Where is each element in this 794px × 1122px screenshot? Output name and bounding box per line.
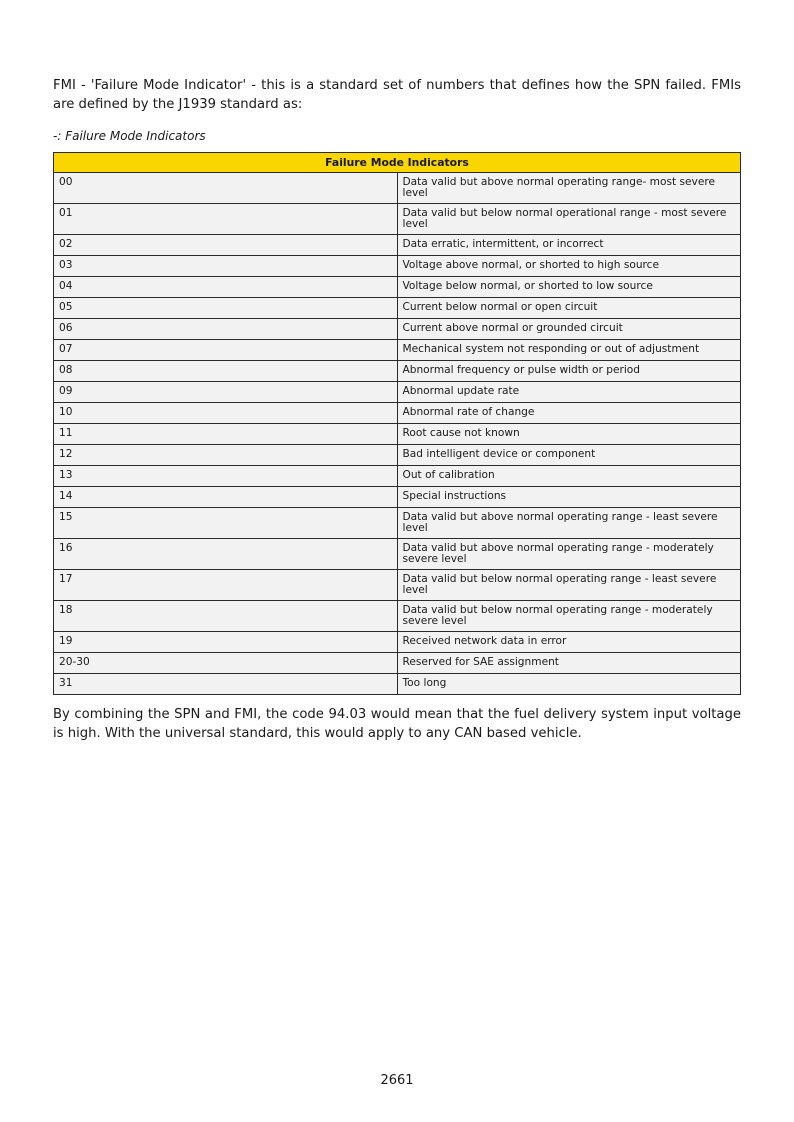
table-header-row — [54, 153, 741, 173]
table-row — [54, 424, 741, 445]
fmi-code: 00 — [54, 173, 398, 204]
page-number: 2661 — [380, 1073, 414, 1088]
fmi-description: Current below normal or open circuit — [397, 298, 741, 319]
fmi-code: 04 — [54, 277, 398, 298]
table-row — [54, 466, 741, 487]
fmi-description: Root cause not known — [397, 424, 741, 445]
intro-paragraph: FMI - 'Failure Mode Indicator' - this is a standard set of numbers that defines how the SPN failed. FMIs are defined by the J1939 standard as: — [53, 78, 741, 112]
fmi-description: Voltage above normal, or shorted to high source — [397, 256, 741, 277]
fmi-description: Voltage below normal, or shorted to low source — [397, 277, 741, 298]
table-row — [54, 277, 741, 298]
fmi-description: Data valid but below normal operating range - moderately severe level — [397, 601, 741, 632]
fmi-description: Received network data in error — [397, 632, 741, 653]
fmi-description: Abnormal frequency or pulse width or period — [397, 361, 741, 382]
fmi-code: 17 — [54, 570, 398, 601]
fmi-code: 06 — [54, 319, 398, 340]
table-row — [54, 382, 741, 403]
fmi-description: Data valid but below normal operating range - least severe level — [397, 570, 741, 601]
table-row — [54, 256, 741, 277]
table-row — [54, 601, 741, 632]
fmi-description: Out of calibration — [397, 466, 741, 487]
outro-paragraph: By combining the SPN and FMI, the code 94.03 would mean that the fuel delivery system input voltage is high. With the universal standard, this would apply to any CAN based vehicle. — [53, 707, 741, 741]
fmi-description: Mechanical system not responding or out of adjustment — [397, 340, 741, 361]
fmi-code: 31 — [54, 674, 398, 695]
table-row — [54, 632, 741, 653]
table-row — [54, 508, 741, 539]
fmi-code: 07 — [54, 340, 398, 361]
fmi-code: 16 — [54, 539, 398, 570]
fmi-description: Reserved for SAE assignment — [397, 653, 741, 674]
table-row — [54, 173, 741, 204]
table-row — [54, 298, 741, 319]
fmi-code: 20-30 — [54, 653, 398, 674]
fmi-description: Bad intelligent device or component — [397, 445, 741, 466]
fmi-description: Special instructions — [397, 487, 741, 508]
table-row — [54, 570, 741, 601]
table-caption: -: Failure Mode Indicators — [53, 129, 206, 143]
fmi-code: 19 — [54, 632, 398, 653]
fmi-code: 13 — [54, 466, 398, 487]
table-row — [54, 674, 741, 695]
table-row — [54, 539, 741, 570]
table-row — [54, 487, 741, 508]
table-row — [54, 653, 741, 674]
table-row — [54, 340, 741, 361]
table-row — [54, 204, 741, 235]
fmi-code: 12 — [54, 445, 398, 466]
fmi-code: 09 — [54, 382, 398, 403]
fmi-description: Too long — [397, 674, 741, 695]
table-row — [54, 235, 741, 256]
fmi-description: Current above normal or grounded circuit — [397, 319, 741, 340]
fmi-table — [53, 152, 741, 695]
fmi-code: 15 — [54, 508, 398, 539]
fmi-code: 03 — [54, 256, 398, 277]
fmi-description: Data valid but below normal operational range - most severe level — [397, 204, 741, 235]
fmi-code: 08 — [54, 361, 398, 382]
fmi-description: Data valid but above normal operating range- most severe level — [397, 173, 741, 204]
fmi-code: 14 — [54, 487, 398, 508]
fmi-description: Data valid but above normal operating range - least severe level — [397, 508, 741, 539]
table-body — [54, 173, 741, 695]
table-row — [54, 445, 741, 466]
fmi-code: 18 — [54, 601, 398, 632]
table-row — [54, 319, 741, 340]
fmi-description: Abnormal update rate — [397, 382, 741, 403]
table-row — [54, 403, 741, 424]
fmi-description: Data valid but above normal operating range - moderately severe level — [397, 539, 741, 570]
fmi-code: 02 — [54, 235, 398, 256]
fmi-code: 05 — [54, 298, 398, 319]
document-page — [53, 76, 741, 743]
fmi-code: 11 — [54, 424, 398, 445]
fmi-code: 10 — [54, 403, 398, 424]
table-header: Failure Mode Indicators — [54, 153, 741, 173]
fmi-description: Data erratic, intermittent, or incorrect — [397, 235, 741, 256]
fmi-code: 01 — [54, 204, 398, 235]
table-row — [54, 361, 741, 382]
fmi-description: Abnormal rate of change — [397, 403, 741, 424]
